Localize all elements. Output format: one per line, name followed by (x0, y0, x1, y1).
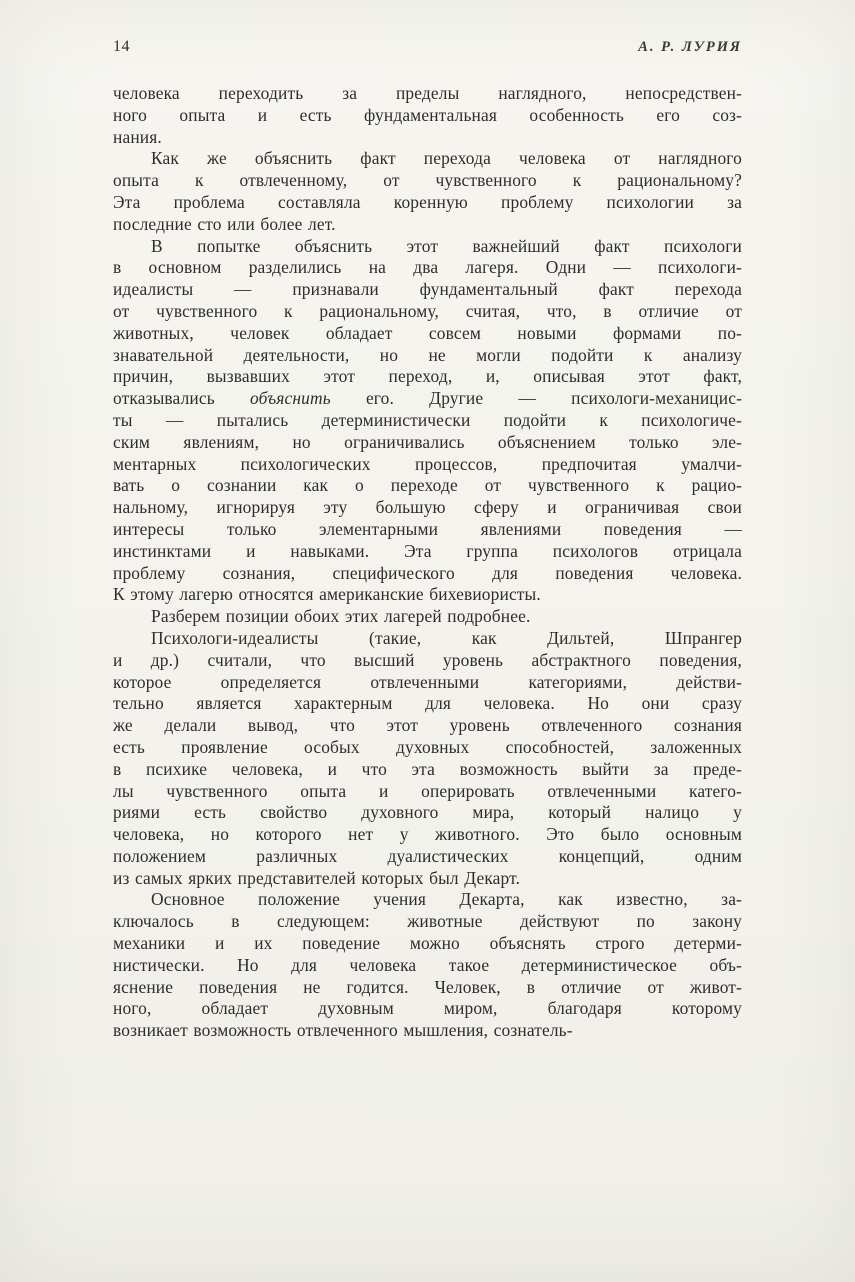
text-line: в психике человека, и что эта возможность выйти за преде- (113, 758, 742, 779)
paragraph (113, 889, 742, 1042)
text-line: и др.) считали, что высший уровень абстрактного поведения, (113, 649, 742, 670)
text-line: ключалось в следующем: животные действуют по закону (113, 911, 742, 932)
text-line: интересы только элементарными явлениями поведения — (113, 518, 742, 539)
text-line: Разберем позиции обоих этих лагерей подробнее. (151, 606, 531, 627)
text-line: яснение поведения не годится. Человек, в отличие от живот- (113, 976, 742, 997)
text-line: нания. (113, 126, 162, 147)
text-line: есть проявление особых духовных способностей, заложенных (113, 736, 742, 757)
text-line: же делали вывод, что этот уровень отвлеченного сознания (113, 715, 742, 736)
paragraph (113, 606, 742, 628)
text-line: в основном разделились на два лагеря. Одни — психологи- (113, 257, 742, 278)
text-line: В попытке объяснить этот важнейший факт психологи (151, 235, 742, 256)
text-line: К этому лагерю относятся американские бихевиористы. (113, 584, 541, 605)
text-line: положением различных дуалистических концепций, одним (113, 845, 742, 866)
text-line: лы чувственного опыта и оперировать отвлеченными катего- (113, 780, 742, 801)
text-line: тельно является характерным для человека. Но они сразу (113, 693, 742, 714)
text-line: Как же объяснить факт перехода человека от наглядного (151, 148, 742, 169)
page-header (113, 38, 742, 56)
text-line: возникает возможность отвлеченного мышления, сознатель- (113, 1020, 573, 1041)
text-line: нистически. Но для человека такое детерминистическое объ- (113, 954, 742, 975)
text-line: от чувственного к рациональному, считая, что, в отличие от (113, 300, 742, 321)
text-line: механики и их поведение можно объяснять строго детерми- (113, 933, 742, 954)
text-line: опыта к отвлеченному, от чувственного к рациональному? (113, 170, 742, 191)
paragraph (113, 148, 742, 235)
text-line: человека переходить за пределы наглядного, непосредствен- (113, 83, 742, 103)
text-line: ментарных психологических процессов, предпочитая умалчи- (113, 453, 742, 474)
text-line: Эта проблема составляла коренную проблему психологии за (113, 191, 742, 212)
text-line: нальному, игнорируя эту большую сферу и ограничивая свои (113, 497, 742, 518)
text-line: которое определяется отвлеченными категориями, действи- (113, 671, 742, 692)
text-line: человека, но которого нет у животного. Это было основным (113, 824, 742, 845)
text-line: ного, обладает духовным миром, благодаря которому (113, 998, 742, 1019)
text-line: вать о сознании как о переходе от чувственного к рацио- (113, 475, 742, 496)
text-line: ским явлениям, но ограничивались объяснением только эле- (113, 431, 742, 452)
text-line: Основное положение учения Декарта, как известно, за- (151, 889, 742, 910)
text-line: отказывались объяснить его. Другие — психологи-механицис- (113, 388, 742, 409)
text-line: идеалисты — признавали фундаментальный факт перехода (113, 279, 742, 300)
text-line: ты — пытались детерминистически подойти к психологиче- (113, 409, 742, 430)
text-line: животных, человек обладает совсем новыми формами по- (113, 322, 742, 343)
text-line: проблему сознания, специфического для поведения человека. (113, 562, 742, 583)
text-block (113, 83, 742, 1042)
running-head-author: А. Р. ЛУРИЯ (638, 39, 742, 55)
paragraph (113, 83, 742, 148)
text-line: из самых ярких представителей которых был Декарт. (113, 867, 521, 888)
paragraph (113, 236, 742, 607)
text-line: Психологи-идеалисты (такие, как Дильтей, Шпрангер (151, 627, 742, 648)
text-line: ного опыта и есть фундаментальная особенность его соз- (113, 104, 742, 125)
text-line: последние сто или более лет. (113, 213, 336, 234)
paragraph (113, 628, 742, 890)
page-number: 14 (113, 38, 130, 55)
text-line: риями есть свойство духовного мира, который налицо у (113, 802, 742, 823)
text-line: инстинктами и навыками. Эта группа психологов отрицала (113, 540, 742, 561)
text-line: причин, вызвавших этот переход, и, описывая этот факт, (113, 366, 742, 387)
text-line: знавательной деятельности, но не могли подойти к анализу (113, 344, 742, 365)
